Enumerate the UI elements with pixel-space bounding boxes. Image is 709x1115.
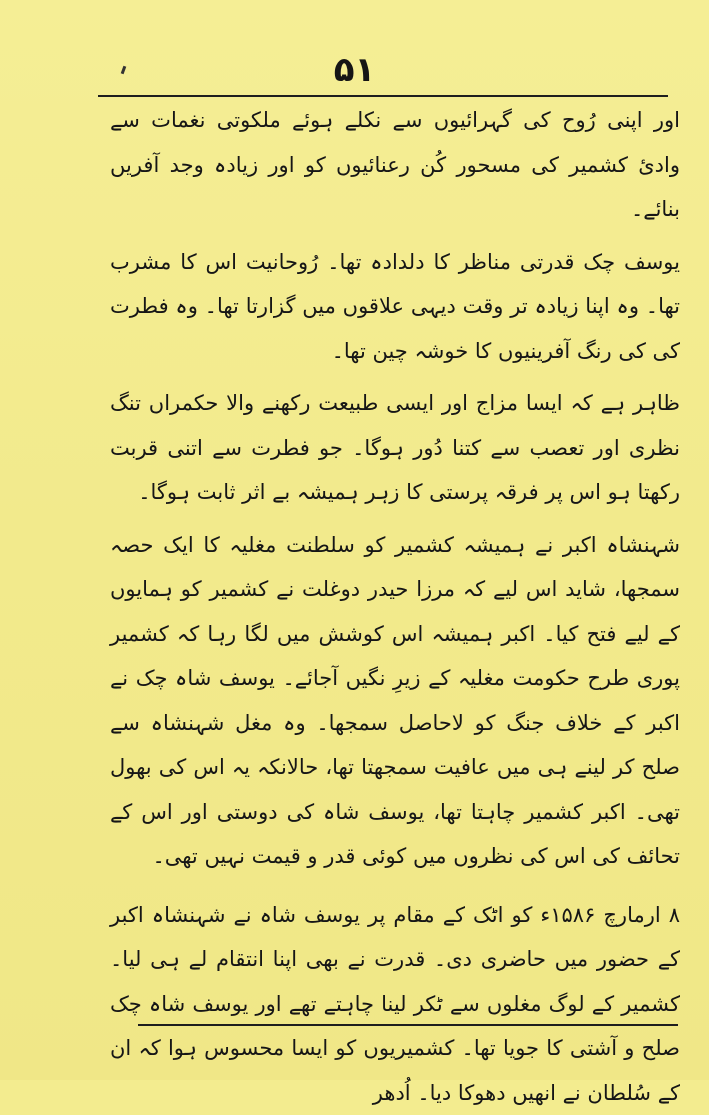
urdu-text-body [110, 98, 680, 1115]
header-rule [98, 95, 668, 97]
page-number: ۵۱ [0, 50, 709, 90]
footer-rule [138, 1024, 678, 1026]
paragraph-4: شہنشاہ اکبر نے ہمیشہ کشمیر کو سلطنت مغلیہ کا ایک حصہ سمجھا، شاید اس لیے کہ مرزا حیدر دوغلت نے کشمیر کو ہمایوں کے لیے فتح کیا۔ اکبر ہمیشہ اس کوشش میں لگا رہا کہ کشمیر پوری طرح حکومت مغلیہ کے زیرِ نگیں آجائے۔ یوسف شاہ چک نے اکبر کے خلاف جنگ کو لاحاصل سمجھا۔ وہ مغل شہنشاہ سے صلح کر لینے ہی میں عافیت سمجھتا تھا، حالانکہ یہ اس کی بھول تھی۔ اکبر کشمیر چاہتا تھا، یوسف شاہ کی دوستی اور اس کے تحائف کی اس کی نظروں میں کوئی قدر و قیمت نہیں تھی۔ [110, 523, 680, 879]
paragraph-5: ۸ ارمارچ ۱۵۸۶ء کو اٹک کے مقام پر یوسف شاہ نے شہنشاہ اکبر کے حضور میں حاضری دی۔ قدرت نے بھی اپنا انتقام لے ہی لیا۔ کشمیر کے لوگ مغلوں سے ٹکر لینا چاہتے تھے اور یوسف شاہ چک صلح و آشتی کا جویا تھا۔ کشمیریوں کو ایسا محسوس ہوا کہ ان کے سُلطان نے انھیں دھوکا دیا۔ اُدھر [110, 893, 680, 1115]
paragraph-2: یوسف چک قدرتی مناظر کا دلدادہ تھا۔ رُوحانیت اس کا مشرب تھا۔ وہ اپنا زیادہ تر وقت دیہی علاقوں میں گزارتا تھا۔ وہ فطرت کی کی رنگ آفرینیوں کا خوشہ چین تھا۔ [110, 240, 680, 374]
paragraph-1: اور اپنی رُوح کی گہرائیوں سے نکلے ہوئے ملکوتی نغمات سے وادیٔ کشمیر کی مسحور کُن رعنائیوں کو اور زیادہ وجد آفریں بنائے۔ [110, 98, 680, 232]
paragraph-3: ظاہر ہے کہ ایسا مزاج اور ایسی طبیعت رکھنے والا حکمراں تنگ نظری اور تعصب سے کتنا دُور ہوگا۔ جو فطرت سے اتنی قربت رکھتا ہو اس پر فرقہ پرستی کا زہر ہمیشہ بے اثر ثابت ہوگا۔ [110, 381, 680, 515]
